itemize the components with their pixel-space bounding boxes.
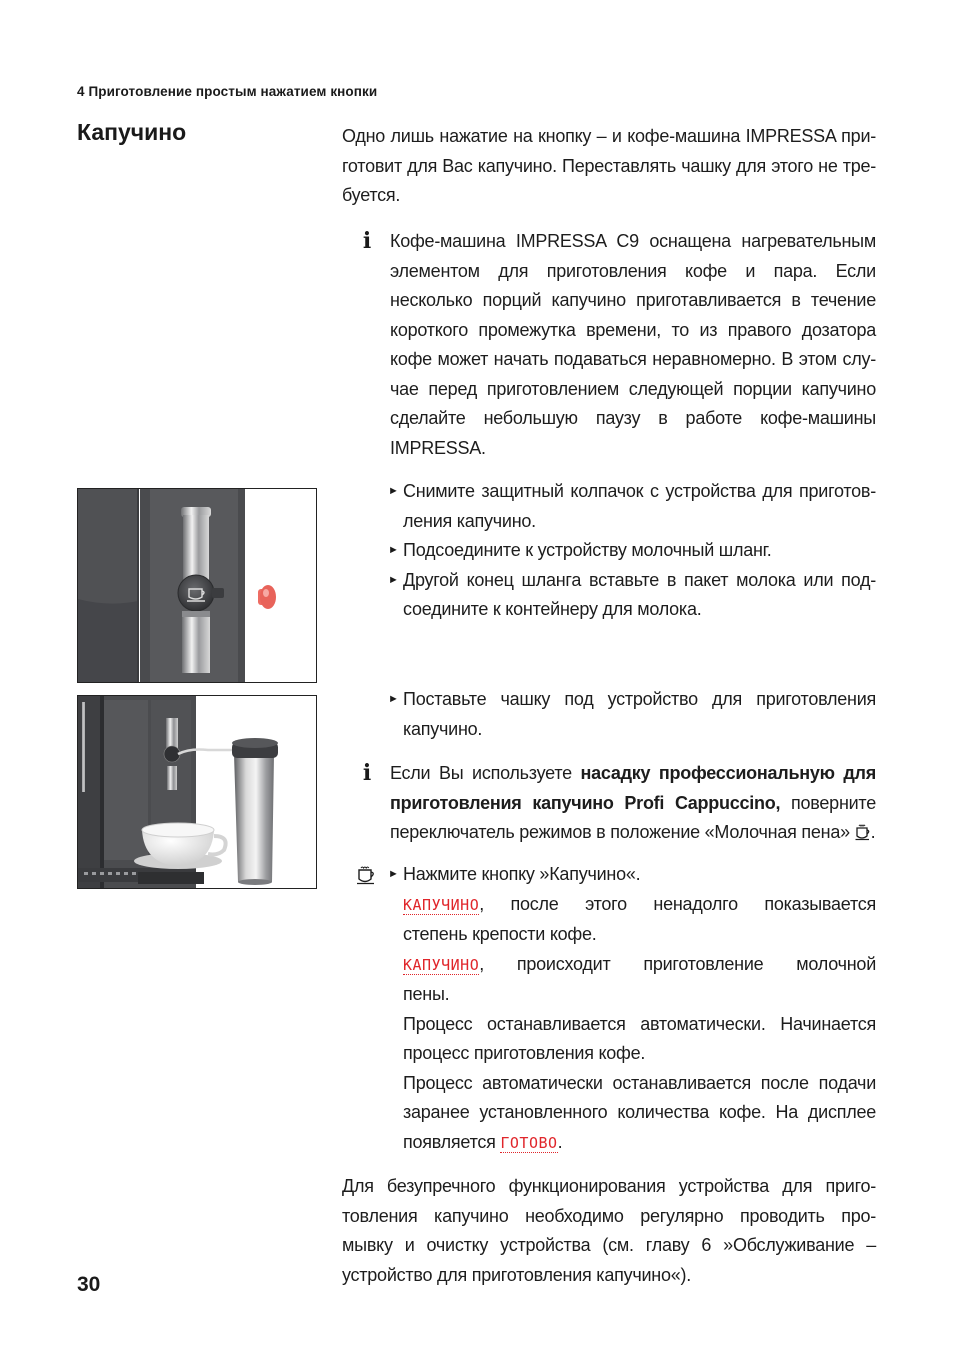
display-readout: КАПУЧИНО <box>403 955 480 974</box>
text-line: переключатель режимов в положение «Молочная пена» . <box>390 822 876 842</box>
text-line: Для безупречного функционирования устройства для приго- <box>342 1176 876 1196</box>
text-line: IMPRESSA. <box>390 437 486 458</box>
text-line: соедините к контейнеру для молока. <box>403 599 702 619</box>
text-line: капучино. <box>403 718 483 739</box>
arrow-bullet-icon: ► <box>388 868 399 880</box>
text-line: мывку и очистку устройства (см. главу 6 »Обслуживание – <box>342 1235 876 1255</box>
text-line: Подсоедините к устройству молочный шланг. <box>403 540 772 560</box>
outro-paragraph <box>342 1172 876 1290</box>
text-line: Процесс автоматически останавливается после подачи <box>403 1072 876 1093</box>
arrow-bullet-icon: ► <box>388 485 399 497</box>
text-line: ления капучино. <box>403 510 536 531</box>
arrow-bullet-icon: ► <box>388 573 399 586</box>
steps-connect-hose <box>388 477 876 625</box>
info-icon: i <box>362 228 372 254</box>
text-line: сделайте небольшую паузу в работе кофе-машины <box>390 408 876 428</box>
text-line: Процесс останавливается автоматически. Начинается <box>403 1013 876 1034</box>
step-press-cappuccino <box>388 860 876 1158</box>
text-line: процесс приготовления кофе. <box>403 1043 646 1063</box>
step-item <box>388 477 876 536</box>
text-line: КАПУЧИНО, после этого ненадолго показывается <box>403 893 876 914</box>
text-line: несколько порций капучино приготавливается в течение <box>390 290 876 310</box>
text-line: пены. <box>403 984 450 1004</box>
text-line: элементом для приготовления кофе и пара. Если <box>390 260 876 281</box>
figure-remove-cap <box>77 488 317 683</box>
step-label: Нажмите кнопку »Капучино«. <box>403 864 641 884</box>
machine-illustration <box>78 696 316 888</box>
display-readout: КАПУЧИНО <box>403 895 480 914</box>
info-icon: i <box>362 760 372 786</box>
arrow-bullet-icon: ► <box>388 693 399 705</box>
text-line: Другой конец шланга вставьте в пакет молока или под- <box>403 569 876 590</box>
text-line: Если Вы используете насадку профессиональную для <box>390 763 876 783</box>
note-heating-element <box>390 227 876 463</box>
note-profi-cappuccino <box>390 759 876 848</box>
figure-milk-container <box>77 695 317 889</box>
intro-paragraph <box>342 122 876 211</box>
text-line: заранее установленного количества кофе. На дисплее <box>403 1102 876 1122</box>
text-line: чае перед приготовлением следующей порции капучино <box>390 378 876 399</box>
text-line: кофе может начать подаваться неравномерно. В этом слу- <box>390 349 876 369</box>
chapter-header: 4 Приготовление простым нажатием кнопки <box>77 84 378 99</box>
milk-foam-cup-icon <box>855 823 871 841</box>
display-readout: ГОТОВО <box>500 1133 558 1152</box>
text-line: появляется ГОТОВО. <box>403 1131 563 1152</box>
text-line: устройство для приготовления капучино«). <box>342 1264 691 1285</box>
frother-illustration <box>78 489 316 682</box>
text-line: приготовления капучино Profi Cappuccino, поверните <box>390 792 876 813</box>
milk-container-icon <box>232 738 278 885</box>
text-line: Поставьте чашку под устройство для приготовления <box>403 689 876 709</box>
step-place-cup <box>388 685 876 744</box>
text-line: короткого промежутка времени, то из правого дозатора <box>390 319 876 340</box>
text-line: Кофе-машина IMPRESSA C9 оснащена нагревательным <box>390 231 876 251</box>
page-number: 30 <box>77 1273 101 1296</box>
step-item <box>388 536 876 566</box>
cappuccino-cup-icon <box>356 864 378 886</box>
text-line: товления капучино необходимо регулярно проводить про- <box>342 1205 876 1226</box>
text-line: готовит для Вас капучино. Переставлять чашку для этого не тре- <box>342 155 876 176</box>
arrow-bullet-icon: ► <box>388 544 399 556</box>
text-line: буется. <box>342 185 401 205</box>
text-line: КАПУЧИНО, происходит приготовление молочной <box>403 953 876 974</box>
page-title: Капучино <box>77 119 187 145</box>
text-line: Одно лишь нажатие на кнопку – и кофе-машина IMPRESSA при- <box>342 126 876 146</box>
text-line: Снимите защитный колпачок с устройства для приготов- <box>403 481 876 501</box>
text-line: степень крепости кофе. <box>403 924 597 944</box>
step-item <box>388 566 876 625</box>
